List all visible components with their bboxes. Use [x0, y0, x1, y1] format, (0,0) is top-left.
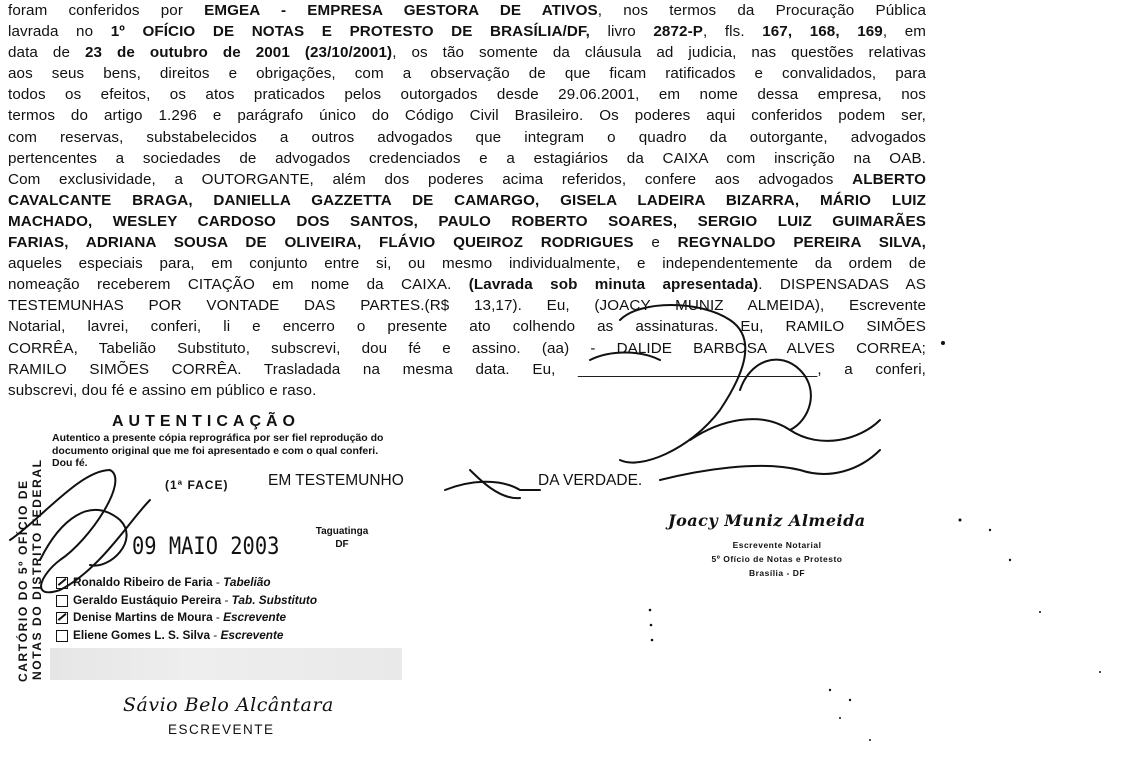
text-segment: aqueles especiais para, em conjunto entre si, ou mesmo individualmente, e independentemente da ordem de	[8, 255, 926, 273]
officer-separator: -	[210, 628, 221, 643]
text-segment: Notarial, lavrei, conferi, li e encerro o presente ato colhendo as assinaturas. Eu, RAMILO SIMÕES	[8, 318, 926, 336]
text-segment: subscrevi, dou fé e assino em público e raso.	[8, 381, 317, 399]
right-signature-3	[660, 450, 880, 480]
text-segment: termos do artigo 1.296 e parágrafo único do Código Civil Brasileiro. Os poderes aqui conferidos podem ser,	[8, 107, 926, 125]
officer-role: Tabelião	[223, 575, 271, 589]
bold-text-segment: EMGEA - EMPRESA GESTORA DE ATIVOS	[204, 2, 598, 19]
testimony-left-text: EM TESTEMUNHO	[268, 472, 404, 489]
text-segment: , nos termos da Procuração Pública	[597, 2, 926, 19]
officer-role: Tab. Substituto	[231, 592, 318, 607]
authentication-text: Autentico a presente cópia reprográfica por ser fiel reprodução do documento original que me foi apresentado e com o qual conferi. Dou fé.	[52, 432, 384, 469]
authentication-date: 09 MAIO 2003	[132, 532, 280, 560]
text-segment: foram conferidos por	[8, 2, 205, 19]
text-segment: . DISPENSADAS AS	[758, 276, 926, 294]
scribble-mark	[590, 353, 660, 361]
testimony-flourish-2	[470, 470, 520, 498]
signer-role: ESCREVENTE	[168, 722, 275, 737]
stamp-side-text-office: CARTÓRIO DO 5º OFÍCIO DE	[16, 479, 30, 682]
text-segment: todos os efeitos, os atos praticados pelos outorgados desde 29.06.2001, em nome dessa empresa, nos	[8, 86, 926, 104]
text-segment: , em	[882, 23, 926, 41]
officer-name: Ronaldo Ribeiro de Faria	[73, 575, 213, 589]
text-segment: com reservas, substabelecidos a outros advogados que integram o quadro da outorgante, advogados	[8, 128, 926, 146]
notary-city: Brasília - DF	[748, 568, 806, 578]
text-segment: data de	[8, 44, 85, 62]
officer-separator: -	[212, 610, 224, 625]
officer-separator: -	[221, 592, 232, 607]
stamp-side-text-district: NOTAS DO DISTRITO FEDERAL	[30, 458, 44, 680]
text-segment: TESTEMUNHAS POR VONTADE DAS PARTES.(R$ 13,17). Eu, (JOACY MUNIZ ALMEIDA), Escrevente	[8, 297, 926, 315]
text-segment: Com exclusividade, a OUTORGANTE, além dos poderes acima referidos, confere aos advogados	[8, 170, 853, 188]
text-segment: , os tão somente da cláusula ad judicia, nas questões relativas	[392, 44, 926, 62]
right-signature-1	[620, 305, 745, 463]
bold-text-segment: 2872-P	[653, 23, 703, 41]
stamp-city-state: DF	[335, 539, 349, 550]
officer-name: Geraldo Eustáquio Pereira	[73, 592, 222, 607]
officer-role: Escrevente	[220, 628, 284, 643]
text-segment: nomeação receberem CITAÇÃO em nome da CAIXA.	[8, 276, 469, 294]
notary-office: 5º Ofício de Notas e Protesto	[711, 554, 843, 564]
bold-text-segment: FARIAS, ADRIANA SOUSA DE OLIVEIRA, FLÁVIO QUEIROZ RODRIGUES	[8, 234, 634, 252]
notary-signature-name: Joacy Muniz Almeida	[668, 511, 866, 530]
signer-name: Sávio Belo Alcântara	[123, 694, 334, 716]
bold-text-segment: 1º OFÍCIO DE NOTAS E PROTESTO DE BRASÍLIA/DF,	[110, 23, 590, 41]
text-segment: livro	[589, 23, 654, 41]
testimony-right-text: DA VERDADE.	[538, 472, 643, 489]
text-segment: RAMILO SIMÕES CORRÊA. Trasladada na mesma data. Eu, ____________________________, a conferi,	[8, 360, 926, 378]
notary-title: Escrevente Notarial	[732, 540, 822, 550]
bold-text-segment: MACHADO, WESLEY CARDOSO DOS SANTOS, PAULO ROBERTO SOARES, SERGIO LUIZ GUIMARÃES	[8, 212, 926, 230]
officer-role: Escrevente	[223, 610, 287, 625]
bold-text-segment: (Lavrada sob minuta apresentada)	[468, 276, 759, 294]
right-signature-2	[690, 419, 880, 441]
stamp-city-name: Taguatinga	[315, 526, 369, 537]
text-segment: e	[633, 234, 678, 252]
bold-text-segment: ALBERTO	[852, 170, 926, 188]
scan-specks	[649, 341, 1101, 741]
bold-text-segment: CAVALCANTE BRAGA, DANIELLA GAZZETTA DE CAMARGO, GISELA LADEIRA BIZARRA, MÁRIO LUIZ	[8, 191, 926, 209]
bold-text-segment: REGYNALDO PEREIRA SILVA,	[677, 234, 926, 252]
officer-name: Denise Martins de Moura	[73, 610, 213, 625]
text-segment: lavrada no	[8, 23, 111, 41]
text-segment: , fls.	[702, 23, 763, 41]
text-segment: aos seus bens, direitos e obrigações, com a observação de que ficam ratificados e convalidados, para	[8, 65, 926, 83]
authentication-title: AUTENTICAÇÃO	[112, 413, 300, 430]
bold-text-segment: 23 de outubro de 2001 (23/10/2001)	[84, 44, 393, 62]
officer-name: Eliene Gomes L. S. Silva	[73, 628, 211, 643]
officer-separator: -	[212, 575, 224, 589]
face-label: (1ª FACE)	[165, 478, 229, 492]
bold-text-segment: 167, 168, 169	[762, 23, 883, 41]
text-segment: pertencentes a sociedades de advogados credenciados e a estagiários da CAIXA com inscrição na OAB.	[8, 149, 926, 167]
text-segment: CORRÊA, Tabelião Substituto, subscrevi, dou fé e assino. (aa) - DALIDE BARBOSA ALVES CORREA;	[8, 339, 926, 357]
signature-strokes-left	[10, 470, 150, 592]
